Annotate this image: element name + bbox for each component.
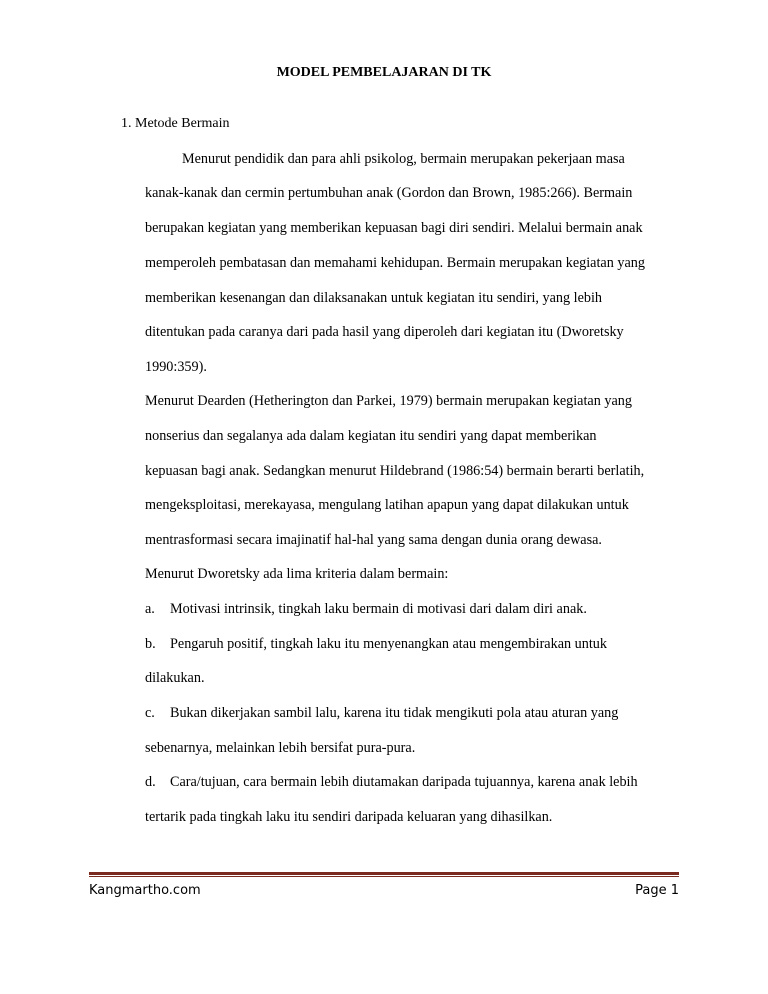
list-item-a (145, 601, 587, 617)
list-text: Motivasi intrinsik, tingkah laku bermain di motivasi dari dalam diri anak. (170, 601, 587, 617)
paragraph-line: memberikan kesenangan dan dilaksanakan untuk kegiatan itu sendiri, yang lebih (145, 290, 603, 306)
paragraph-line: berupakan kegiatan yang memberikan kepuasan bagi diri sendiri. Melalui bermain anak (145, 220, 643, 236)
paragraph-line: Menurut Dearden (Hetherington dan Parkei, 1979) bermain merupakan kegiatan yang (145, 393, 632, 409)
list-marker: c. (145, 705, 155, 721)
paragraph-line: kanak-kanak dan cermin pertumbuhan anak (Gordon dan Brown, 1985:266). Bermain (145, 185, 633, 201)
footer-page-number: Page 1 (635, 883, 679, 898)
footer-rule-thin (89, 876, 679, 877)
paragraph-line: mengeksploitasi, merekayasa, mengulang latihan apapun yang dapat dilakukan untuk (145, 497, 629, 513)
list-item-d (145, 774, 638, 790)
paragraph-line: nonserius dan segalanya ada dalam kegiatan itu sendiri yang dapat memberikan (145, 428, 597, 444)
footer-rule-thick (89, 872, 679, 875)
footer-site: Kangmartho.com (89, 883, 201, 898)
paragraph-line: kepuasan bagi anak. Sedangkan menurut Hildebrand (1986:54) bermain berarti berlatih, (145, 463, 645, 479)
list-text: Bukan dikerjakan sambil lalu, karena itu tidak mengikuti pola atau aturan yang (170, 705, 619, 721)
list-text-continuation: dilakukan. (145, 670, 205, 686)
paragraph-line: Menurut pendidik dan para ahli psikolog, bermain merupakan pekerjaan masa (182, 151, 625, 167)
list-marker: b. (145, 636, 156, 652)
list-marker: d. (145, 774, 156, 790)
paragraph-line: 1990:359). (145, 359, 207, 375)
paragraph-line: memperoleh pembatasan dan memahami kehidupan. Bermain merupakan kegiatan yang (145, 255, 645, 271)
list-text: Cara/tujuan, cara bermain lebih diutamakan daripada tujuannya, karena anak lebih (170, 774, 638, 790)
list-marker: a. (145, 601, 155, 617)
paragraph-line: ditentukan pada caranya dari pada hasil yang diperoleh dari kegiatan itu (Dworetsky (145, 324, 624, 340)
list-text-continuation: sebenarnya, melainkan lebih bersifat pura-pura. (145, 740, 416, 756)
list-text: Pengaruh positif, tingkah laku itu menyenangkan atau mengembirakan untuk (170, 636, 607, 652)
list-text-continuation: tertarik pada tingkah laku itu sendiri daripada keluaran yang dihasilkan. (145, 809, 553, 825)
paragraph-line: mentrasformasi secara imajinatif hal-hal yang sama dengan dunia orang dewasa. (145, 532, 602, 548)
list-item-b (145, 636, 607, 652)
document-title: MODEL PEMBELAJARAN DI TK (276, 65, 492, 80)
section-heading: 1. Metode Bermain (121, 116, 230, 131)
paragraph-line: Menurut Dworetsky ada lima kriteria dalam bermain: (145, 566, 449, 582)
list-item-c (145, 705, 618, 721)
